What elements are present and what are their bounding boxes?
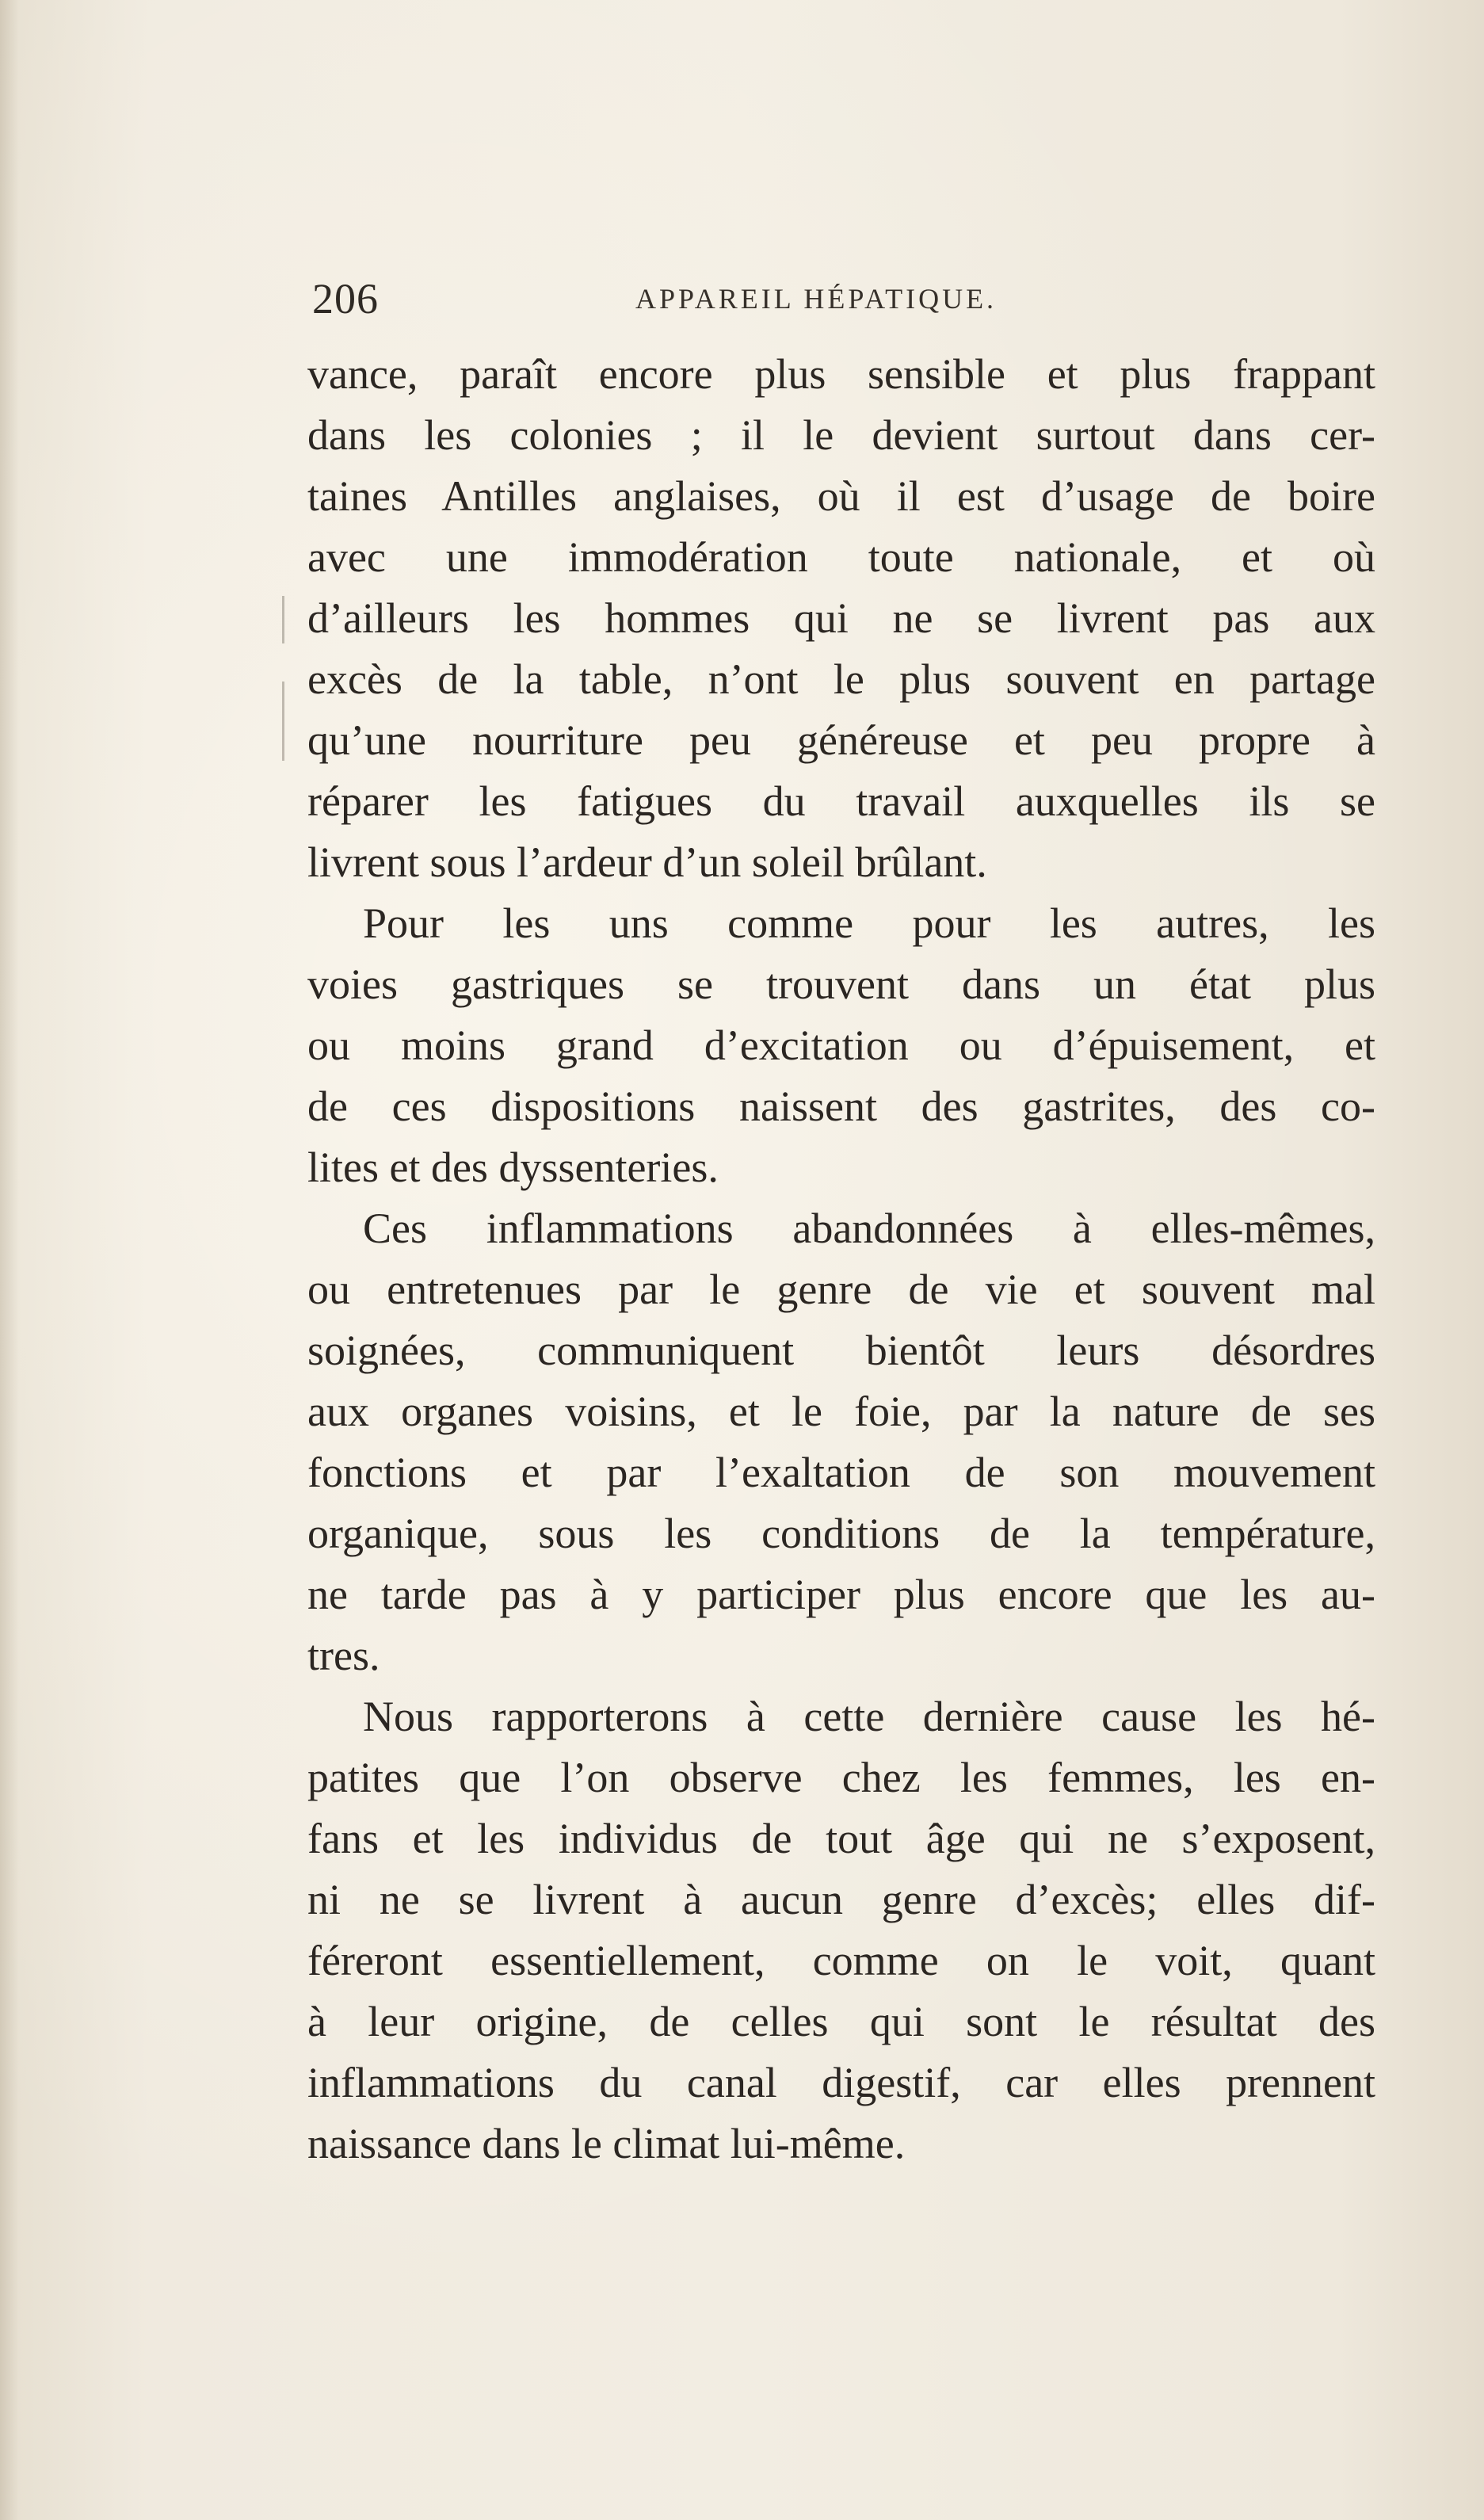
text-line: aux organes voisins, et le foie, par la nature de ses — [307, 1388, 1375, 1435]
running-head: APPAREIL HÉPATIQUE. — [635, 283, 998, 315]
text-line: Pour les uns comme pour les autres, les — [363, 899, 1375, 947]
page-header — [312, 274, 1382, 322]
margin-pencil-mark — [282, 682, 284, 761]
text-line: organique, sous les conditions de la température, — [307, 1510, 1375, 1557]
text-line: Nous rapporterons à cette dernière cause les hé- — [363, 1693, 1375, 1740]
text-line: réparer les fatigues du travail auxquelles ils se — [307, 777, 1375, 825]
paragraph — [307, 344, 1375, 893]
text-line: féreront essentiellement, comme on le voit, quant — [307, 1937, 1375, 1984]
text-line: fans et les individus de tout âge qui ne s’exposent, — [307, 1815, 1375, 1862]
text-line: de ces dispositions naissent des gastrites, des co- — [307, 1082, 1375, 1130]
text-line: livrent sous l’ardeur d’un soleil brûlant. — [307, 838, 987, 886]
text-line: tres. — [307, 1632, 380, 1679]
text-line: ou entretenues par le genre de vie et souvent mal — [307, 1266, 1375, 1313]
text-line: à leur origine, de celles qui sont le résultat des — [307, 1998, 1375, 2045]
text-line: excès de la table, n’ont le plus souvent en partage — [307, 655, 1375, 703]
body-text — [307, 344, 1375, 2174]
text-line: fonctions et par l’exaltation de son mouvement — [307, 1449, 1375, 1496]
text-line: vance, paraît encore plus sensible et plus frappant — [307, 350, 1375, 398]
text-line: soignées, communiquent bientôt leurs désordres — [307, 1327, 1375, 1374]
page-edge-shadow — [0, 0, 19, 2520]
text-line: patites que l’on observe chez les femmes, les en- — [307, 1754, 1375, 1801]
text-line: lites et des dyssenteries. — [307, 1144, 719, 1191]
paragraph — [307, 1686, 1375, 2174]
text-line: taines Antilles anglaises, où il est d’usage de boire — [307, 472, 1375, 520]
paragraph — [307, 893, 1375, 1198]
text-line: ou moins grand d’excitation ou d’épuisement, et — [307, 1021, 1375, 1069]
text-line: naissance dans le climat lui-même. — [307, 2120, 906, 2167]
text-line: voies gastriques se trouvent dans un état plus — [307, 960, 1375, 1008]
margin-pencil-mark — [282, 596, 284, 643]
text-line: avec une immodération toute nationale, et où — [307, 533, 1375, 581]
text-line: qu’une nourriture peu généreuse et peu propre à — [307, 716, 1375, 764]
paragraph — [307, 1198, 1375, 1686]
text-line: ni ne se livrent à aucun genre d’excès; elles dif- — [307, 1876, 1375, 1923]
text-line: ne tarde pas à y participer plus encore que les au- — [307, 1571, 1375, 1618]
text-line: inflammations du canal digestif, car elles prennent — [307, 2059, 1375, 2106]
text-line: d’ailleurs les hommes qui ne se livrent pas aux — [307, 594, 1375, 642]
text-line: Ces inflammations abandonnées à elles-mêmes, — [363, 1205, 1375, 1252]
text-line: dans les colonies ; il le devient surtout dans cer- — [307, 411, 1375, 459]
page-number: 206 — [312, 275, 379, 323]
